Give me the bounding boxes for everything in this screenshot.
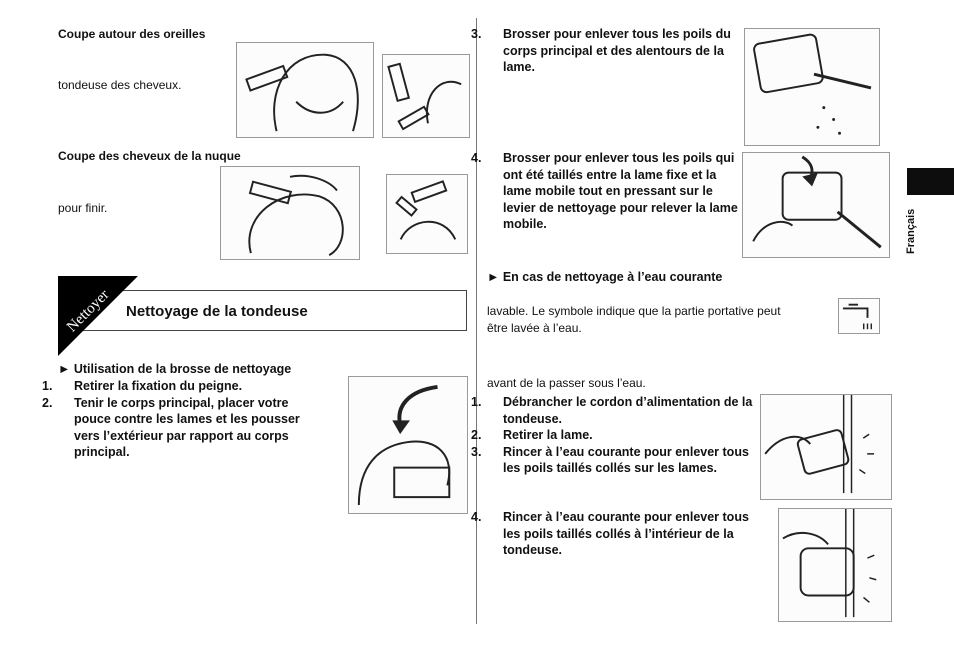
language-tab-marker (907, 168, 954, 195)
before-rinsing-text: avant de la passer sous l’eau. (487, 376, 646, 390)
language-label: Français (905, 208, 917, 254)
section-tag-text: Nettoyer (64, 286, 113, 336)
water-cleaning-heading: ► En cas de nettoyage à l’eau courante (487, 270, 723, 284)
brush-step: 4. Brosser pour enlever tous les poils qui ont été taillés entre la lame fixe et la lame mobile tout en pressant sur le levier de nettoyage pour relever la lame mobile. (471, 151, 738, 231)
faucet-icon (838, 298, 880, 334)
brush-blade-illustration (742, 152, 890, 258)
water-steps-list (471, 394, 759, 477)
rinse-blades-illustration (760, 394, 892, 500)
water-step: 3. Rincer à l’eau courante pour enlever tous les poils taillés collés sur les lames. (471, 444, 749, 475)
nape-trim-text: pour finir. (58, 201, 108, 215)
brush-steps-continued-2 (471, 150, 745, 233)
ear-trim-diagram (382, 54, 470, 138)
ear-trim-text: tondeuse des cheveux. (58, 78, 182, 92)
water-steps-list-2 (471, 509, 767, 559)
water-step: 1. Débrancher le cordon d’alimentation de la tondeuse. (471, 395, 753, 426)
brush-steps-list (42, 378, 320, 461)
section-title: Nettoyage de la tondeuse (126, 303, 308, 320)
brush-cleaning-heading: ► Utilisation de la brosse de nettoyage (58, 362, 292, 376)
washable-text-line1: lavable. Le symbole indique que la partie portative peut (487, 304, 781, 318)
brush-step: 3. Brosser pour enlever tous les poils du corps principal et des alentours de la lame. (471, 27, 731, 74)
water-step: 2. Retirer la lame. (471, 428, 593, 442)
ear-trim-heading: Coupe autour des oreilles (58, 27, 206, 41)
column-divider (476, 18, 477, 624)
blade-removal-illustration (348, 376, 468, 514)
washable-text-line2: être lavée à l’eau. (487, 321, 582, 335)
brush-steps-continued (471, 26, 745, 76)
brush-step: 1. Retirer la fixation du peigne. (42, 379, 243, 393)
rinse-body-illustration (778, 508, 892, 622)
nape-trim-illustration (220, 166, 360, 260)
nape-trim-heading: Coupe des cheveux de la nuque (58, 149, 241, 163)
water-step: 4. Rincer à l’eau courante pour enlever tous les poils taillés collés à l’intérieur de la tondeuse. (471, 510, 749, 557)
ear-trim-illustration (236, 42, 374, 138)
brush-body-illustration (744, 28, 880, 146)
brush-step: 2. Tenir le corps principal, placer votre pouce contre les lames et les pousser vers l’extérieur par rapport au corps principal. (42, 395, 300, 459)
nape-trim-diagram (386, 174, 468, 254)
